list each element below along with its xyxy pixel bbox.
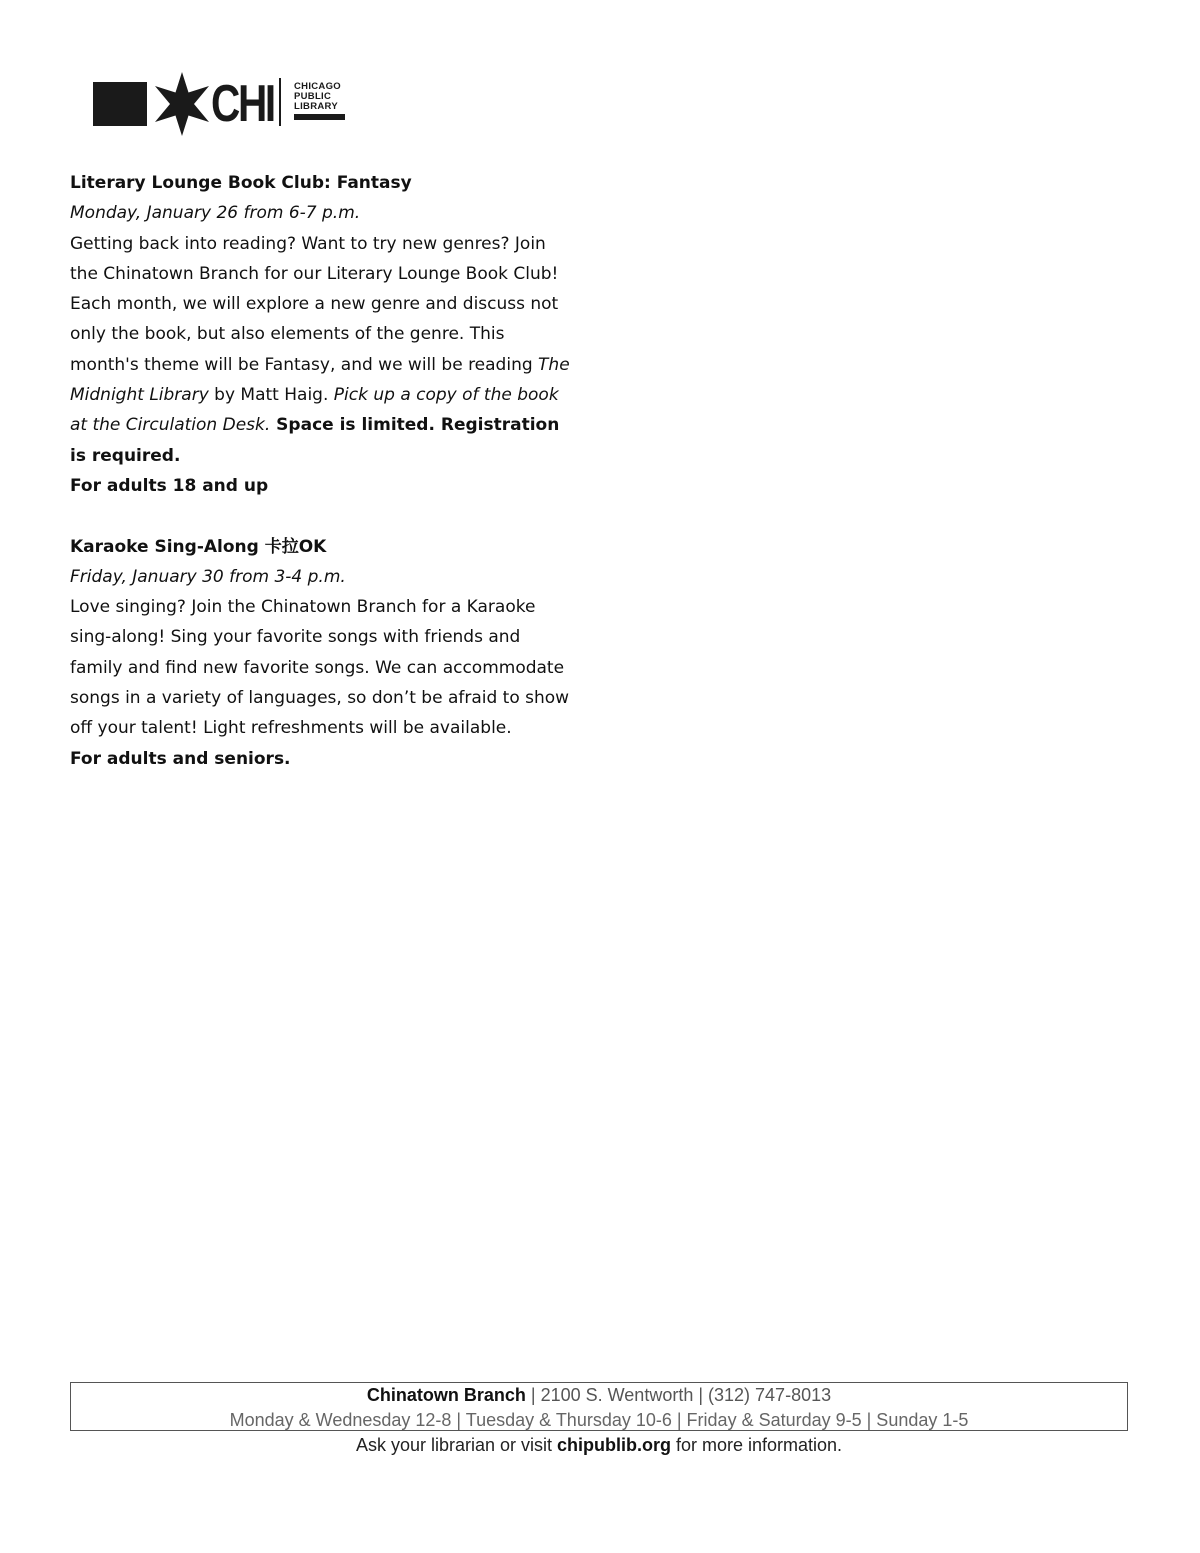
event-date: Friday, January 30 from 3-4 p.m. [70,566,346,587]
event-audience: For adults 18 and up [70,475,269,496]
logo-square-mark [93,82,147,126]
registration-note: Space is limited. Registration is required. [70,415,560,466]
event-book-club [70,168,570,501]
more-info-line: Ask your librarian or visit chipublib.org for more information. [355,1435,843,1455]
event-karaoke [70,532,570,774]
branch-address-phone: | 2100 S. Wentworth | (312) 747-8013 [525,1385,832,1405]
pickup-note: Pick up a copy of the book at the Circulation Desk. [70,385,559,436]
logo-underline-bar [294,114,345,120]
branch-hours: Monday & Wednesday 12-8 | Tuesday & Thursday 10-6 | Friday & Saturday 9-5 | Sunday 1-5 [229,1410,969,1430]
book-title: The Midnight Library [70,354,570,406]
event-audience: For adults and seniors. [70,748,291,769]
logo-library-name: CHICAGO PUBLIC LIBRARY [294,81,341,112]
chicago-public-library-logo [93,72,353,136]
website-link[interactable]: chipublib.org [557,1435,671,1455]
logo-divider [279,78,281,126]
event-listings [70,168,570,774]
event-title: Karaoke Sing-Along 卡拉OK [70,536,327,557]
branch-info-box [70,1382,1128,1431]
event-date: Monday, January 26 from 6-7 p.m. [70,203,361,224]
branch-contact-line [71,1384,1127,1406]
six-point-star-icon [151,72,213,136]
event-description: Getting back into reading? Want to try new genres? Join the Chinatown Branch for our Literary Lounge Book Club! Each month, we will explore a new genre and discuss not only the book, but also elements of the genre. This month's theme will be Fantasy, and we will be reading The Midnight Library by Matt Haig. Pick up a copy of the book at the Circulation Desk. Space is limited. Registration is required. [70,233,570,466]
event-title: Literary Lounge Book Club: Fantasy [70,173,412,193]
branch-name: Chinatown Branch [366,1385,526,1405]
logo-chi-text: CHI [211,75,274,133]
event-description: Love singing? Join the Chinatown Branch for a Karaoke sing-along! Sing your favorite songs with friends and family and find new favorite songs. We can accommodate songs in a variety of languages, so don’t be afraid to show off your talent! Light refreshments will be available. [70,597,570,739]
